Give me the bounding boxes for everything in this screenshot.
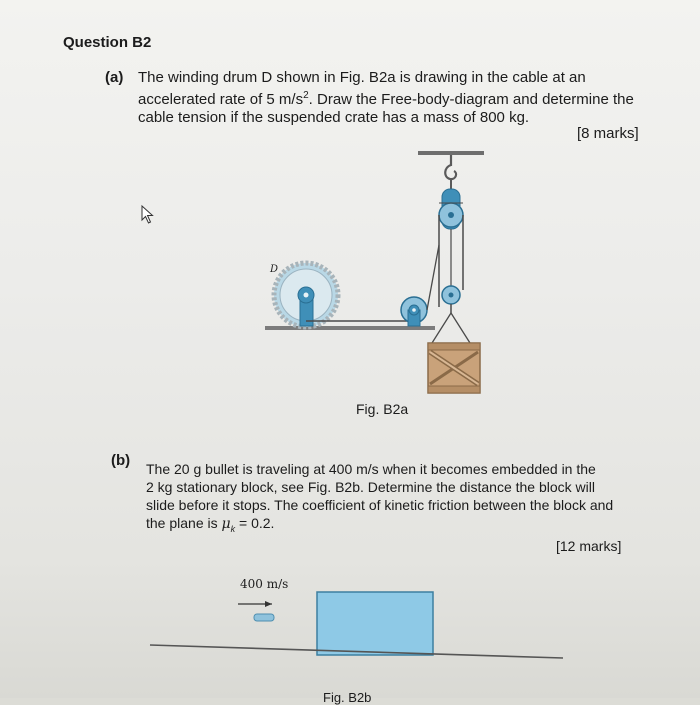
winding-drum-d	[274, 263, 338, 327]
ceiling-support	[418, 151, 484, 155]
mouse-cursor-icon	[140, 205, 156, 225]
part-a-marks: [8 marks]	[577, 125, 639, 142]
part-a-text	[138, 69, 643, 127]
ground-line	[265, 326, 435, 330]
figure-b2b-caption: Fig. B2b	[323, 690, 372, 705]
bullet	[254, 614, 274, 621]
part-a-line-3: cable tension if the suspended crate has a mass of 800 kg.	[138, 109, 530, 126]
part-b-line-2: 2 kg stationary block, see Fig. B2b. Determine the distance the block will	[146, 479, 595, 495]
part-a-line-1: The winding drum D shown in Fig. B2a is drawing in the cable at an	[138, 69, 586, 86]
drum-label: D	[270, 264, 279, 275]
figure-b2a	[260, 145, 500, 400]
velocity-label: 400 m/s	[240, 577, 289, 591]
figure-b2b	[150, 590, 570, 660]
question-title: Question B2	[63, 34, 152, 51]
sliding-block	[317, 592, 433, 655]
part-b-marks: [12 marks]	[556, 538, 622, 554]
part-b-line-4: the plane is $\mu_k = 0.2$.	[146, 515, 275, 534]
part-a-label: (a)	[105, 69, 124, 86]
part-b-text	[146, 460, 631, 538]
ceiling-hook	[445, 155, 456, 179]
part-a-line-2: accelerated rate of 5 $m/s^2$. Draw the Free-body-diagram and determine the	[138, 90, 634, 108]
crate	[428, 343, 480, 393]
figure-b2a-caption: Fig. B2a	[356, 401, 409, 417]
part-b-line-1: The 20 g bullet is traveling at 400 m/s when it becomes embedded in the	[146, 461, 596, 477]
part-b-label: (b)	[111, 452, 131, 469]
part-b-line-3: slide before it stops. The coefficient of kinetic friction between the block and	[146, 497, 614, 513]
crate-sling	[432, 313, 470, 343]
